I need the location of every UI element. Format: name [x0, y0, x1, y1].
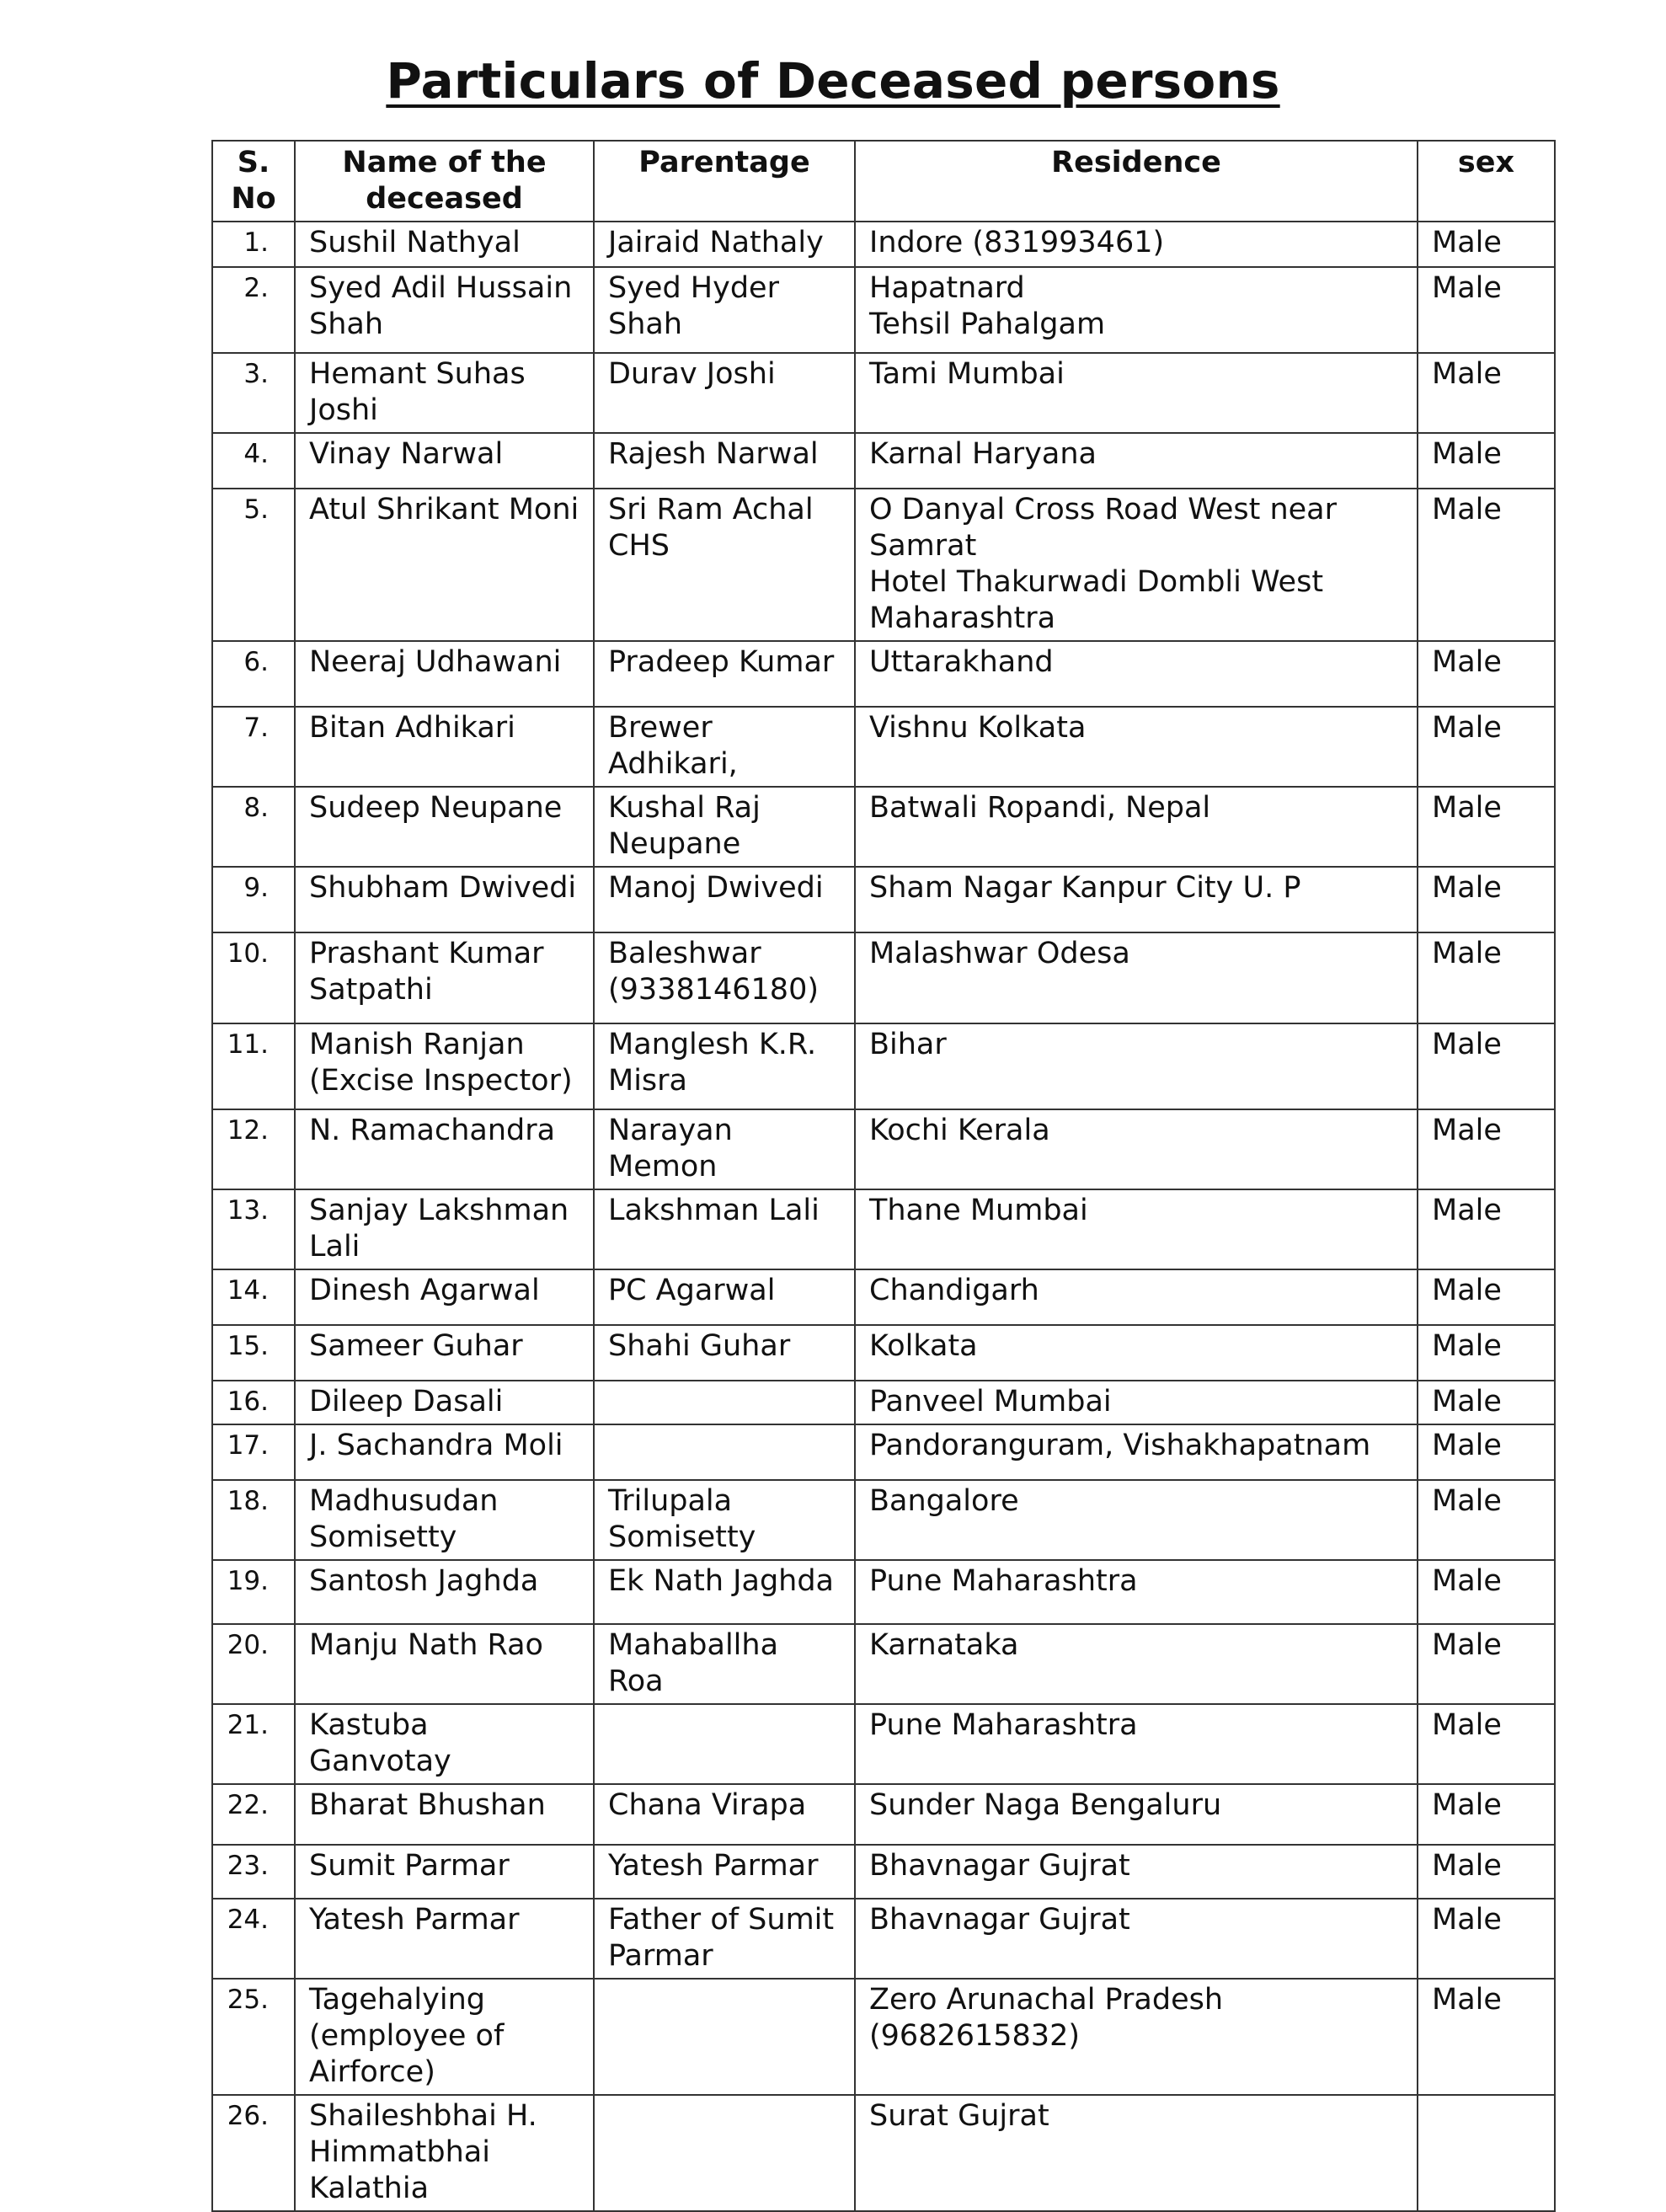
cell-sno: [212, 1899, 295, 1979]
name-text: Bharat Bhushan: [309, 1788, 546, 1822]
header-sex: sex: [1418, 141, 1555, 222]
residence-text: Sunder Naga Bengaluru: [869, 1788, 1222, 1822]
name-text: Neeraj Udhawani: [309, 645, 562, 679]
cell-sex: [1418, 1480, 1555, 1560]
name-text: Atul Shrikant Moni: [309, 493, 579, 526]
table-row: [212, 222, 1555, 267]
sex-text: Male: [1432, 1564, 1502, 1598]
cell-sno: [212, 267, 295, 353]
name-text: Shaileshbhai H. Himmatbhai Kalathia: [309, 2099, 537, 2205]
name-text: Sudeep Neupane: [309, 791, 563, 825]
cell-parentage: [594, 1979, 855, 2095]
cell-parentage: [594, 787, 855, 867]
table-row: [212, 1325, 1555, 1381]
parentage-text: Ek Nath Jaghda: [608, 1564, 835, 1598]
sex-text: Male: [1432, 711, 1502, 745]
table-row: [212, 1845, 1555, 1899]
cell-parentage: [594, 353, 855, 433]
table-row: [212, 1189, 1555, 1269]
cell-sno: [212, 1480, 295, 1560]
residence-text: Zero Arunachal Pradesh (9682615832): [869, 1983, 1224, 2053]
sno-text: 26.: [227, 2101, 269, 2131]
residence-text: Karnal Haryana: [869, 437, 1097, 471]
cell-residence: [855, 2095, 1418, 2211]
cell-name: [295, 1109, 594, 1189]
sno-text: 16.: [227, 1387, 269, 1417]
table-row: [212, 641, 1555, 707]
cell-name: [295, 1480, 594, 1560]
cell-name: [295, 867, 594, 932]
cell-residence: [855, 353, 1418, 433]
cell-sex: [1418, 1381, 1555, 1424]
cell-name: [295, 1784, 594, 1845]
header-name: Name of the deceased: [295, 141, 594, 222]
residence-text: Kochi Kerala: [869, 1114, 1050, 1147]
parentage-text: Mahaballha Roa: [608, 1628, 779, 1698]
sex-text: Male: [1432, 937, 1502, 970]
cell-name: [295, 1381, 594, 1424]
cell-sno: [212, 1189, 295, 1269]
name-text: J. Sachandra Moli: [309, 1429, 563, 1462]
cell-sex: [1418, 1624, 1555, 1704]
residence-text: O Danyal Cross Road West near Samrat Hotel Thakurwadi Dombli West Maharashtra: [869, 493, 1338, 635]
sex-text: Male: [1432, 1628, 1502, 1662]
table-row: [212, 1784, 1555, 1845]
cell-name: [295, 1424, 594, 1480]
cell-residence: [855, 1784, 1418, 1845]
cell-parentage: [594, 222, 855, 267]
sno-text: 12.: [227, 1115, 269, 1146]
header-sno: S. No: [212, 141, 295, 222]
table-row: [212, 1424, 1555, 1480]
cell-sno: [212, 867, 295, 932]
cell-sno: [212, 433, 295, 489]
deceased-table: [211, 140, 1556, 2212]
cell-name: [295, 433, 594, 489]
sno-text: 25.: [227, 1985, 269, 2015]
name-text: Shubham Dwivedi: [309, 871, 577, 905]
parentage-text: Father of Sumit Parmar: [608, 1903, 835, 1973]
table-row: [212, 1560, 1555, 1624]
cell-residence: [855, 1899, 1418, 1979]
cell-parentage: [594, 1424, 855, 1480]
sno-text: 2.: [243, 273, 269, 303]
parentage-text: Shahi Guhar: [608, 1329, 791, 1363]
sno-text: 5.: [243, 494, 269, 525]
cell-residence: [855, 787, 1418, 867]
cell-parentage: [594, 1845, 855, 1899]
sno-text: 8.: [243, 793, 269, 823]
cell-name: [295, 1845, 594, 1899]
residence-text: Indore (831993461): [869, 226, 1165, 259]
sno-text: 14.: [227, 1275, 269, 1306]
cell-sex: [1418, 433, 1555, 489]
name-text: Dinesh Agarwal: [309, 1274, 540, 1307]
parentage-text: Manoj Dwivedi: [608, 871, 824, 905]
sno-text: 11.: [227, 1029, 269, 1060]
sno-text: 23.: [227, 1851, 269, 1881]
parentage-text: Kushal Raj Neupane: [608, 791, 761, 861]
name-text: Kastuba Ganvotay: [309, 1708, 451, 1778]
cell-sex: [1418, 1023, 1555, 1109]
parentage-text: Sri Ram Achal CHS: [608, 493, 814, 563]
sno-text: 3.: [243, 359, 269, 389]
cell-sex: [1418, 267, 1555, 353]
cell-sex: [1418, 1269, 1555, 1325]
sex-text: Male: [1432, 1274, 1502, 1307]
parentage-text: Jairaid Nathaly: [608, 226, 824, 259]
name-text: Syed Adil Hussain Shah: [309, 271, 573, 341]
cell-parentage: [594, 433, 855, 489]
cell-residence: [855, 222, 1418, 267]
sex-text: Male: [1432, 1484, 1502, 1518]
name-text: Hemant Suhas Joshi: [309, 357, 526, 427]
residence-text: Malashwar Odesa: [869, 937, 1130, 970]
cell-residence: [855, 1845, 1418, 1899]
cell-residence: [855, 1979, 1418, 2095]
parentage-text: PC Agarwal: [608, 1274, 776, 1307]
cell-sno: [212, 707, 295, 787]
cell-sex: [1418, 707, 1555, 787]
cell-residence: [855, 932, 1418, 1023]
cell-sex: [1418, 1979, 1555, 2095]
cell-residence: [855, 1704, 1418, 1784]
cell-sex: [1418, 1424, 1555, 1480]
residence-text: Vishnu Kolkata: [869, 711, 1087, 745]
residence-text: Tami Mumbai: [869, 357, 1065, 391]
name-text: Vinay Narwal: [309, 437, 504, 471]
residence-text: Surat Gujrat: [869, 2099, 1049, 2133]
sex-text: Male: [1432, 1849, 1502, 1883]
table-row: [212, 1704, 1555, 1784]
cell-residence: [855, 1269, 1418, 1325]
cell-sex: [1418, 1784, 1555, 1845]
sex-text: Male: [1432, 1194, 1502, 1227]
name-text: Bitan Adhikari: [309, 711, 515, 745]
table-row: [212, 1023, 1555, 1109]
sno-text: 24.: [227, 1905, 269, 1935]
residence-text: Pandoranguram, Vishakhapatnam: [869, 1429, 1371, 1462]
residence-text: Bangalore: [869, 1484, 1019, 1518]
cell-sno: [212, 641, 295, 707]
cell-parentage: [594, 267, 855, 353]
sex-text: Male: [1432, 493, 1502, 526]
cell-parentage: [594, 489, 855, 641]
cell-residence: [855, 1560, 1418, 1624]
name-text: Madhusudan Somisetty: [309, 1484, 499, 1554]
residence-text: Sham Nagar Kanpur City U. P: [869, 871, 1301, 905]
cell-residence: [855, 1189, 1418, 1269]
residence-text: Batwali Ropandi, Nepal: [869, 791, 1211, 825]
table-row: [212, 1381, 1555, 1424]
parentage-text: Brewer Adhikari,: [608, 711, 738, 781]
cell-sno: [212, 1381, 295, 1424]
name-text: Sumit Parmar: [309, 1849, 510, 1883]
cell-residence: [855, 1424, 1418, 1480]
sno-text: 20.: [227, 1630, 269, 1660]
parentage-text: Trilupala Somisetty: [608, 1484, 756, 1554]
cell-name: [295, 267, 594, 353]
parentage-text: Yatesh Parmar: [608, 1849, 819, 1883]
cell-sex: [1418, 1325, 1555, 1381]
name-text: Sushil Nathyal: [309, 226, 521, 259]
cell-sno: [212, 1845, 295, 1899]
cell-sno: [212, 1979, 295, 2095]
sex-text: Male: [1432, 791, 1502, 825]
cell-name: [295, 932, 594, 1023]
cell-sno: [212, 787, 295, 867]
name-text: Sanjay Lakshman Lali: [309, 1194, 569, 1264]
cell-parentage: [594, 932, 855, 1023]
cell-parentage: [594, 707, 855, 787]
sex-text: Male: [1432, 1903, 1502, 1937]
sno-text: 15.: [227, 1331, 269, 1361]
header-residence: Residence: [855, 141, 1418, 222]
cell-sno: [212, 222, 295, 267]
header-parentage: Parentage: [594, 141, 855, 222]
cell-sno: [212, 1109, 295, 1189]
cell-sex: [1418, 867, 1555, 932]
cell-sex: [1418, 932, 1555, 1023]
cell-name: [295, 1560, 594, 1624]
cell-residence: [855, 433, 1418, 489]
name-text: Yatesh Parmar: [309, 1903, 520, 1937]
cell-sno: [212, 2095, 295, 2211]
cell-sno: [212, 1624, 295, 1704]
sex-text: Male: [1432, 226, 1502, 259]
cell-parentage: [594, 1381, 855, 1424]
cell-sex: [1418, 489, 1555, 641]
sno-text: 4.: [243, 439, 269, 469]
sex-text: Male: [1432, 1114, 1502, 1147]
cell-parentage: [594, 641, 855, 707]
parentage-text: Chana Virapa: [608, 1788, 807, 1822]
parentage-text: Syed Hyder Shah: [608, 271, 779, 341]
parentage-text: Narayan Memon: [608, 1114, 733, 1183]
name-text: Santosh Jaghda: [309, 1564, 539, 1598]
sno-text: 10.: [227, 938, 269, 969]
residence-text: Pune Maharashtra: [869, 1564, 1138, 1598]
residence-text: Chandigarh: [869, 1274, 1039, 1307]
cell-sno: [212, 489, 295, 641]
table-row: [212, 267, 1555, 353]
sno-text: 21.: [227, 1710, 269, 1740]
cell-parentage: [594, 1704, 855, 1784]
cell-parentage: [594, 1269, 855, 1325]
cell-sno: [212, 353, 295, 433]
cell-parentage: [594, 1023, 855, 1109]
sex-text: Male: [1432, 1385, 1502, 1419]
residence-text: Thane Mumbai: [869, 1194, 1088, 1227]
cell-sno: [212, 1023, 295, 1109]
residence-text: Karnataka: [869, 1628, 1019, 1662]
table-header-row: [212, 141, 1555, 222]
parentage-text: Durav Joshi: [608, 357, 776, 391]
cell-sno: [212, 1704, 295, 1784]
cell-name: [295, 1899, 594, 1979]
cell-sno: [212, 932, 295, 1023]
name-text: Dileep Dasali: [309, 1385, 504, 1419]
name-text: Manju Nath Rao: [309, 1628, 543, 1662]
sno-text: 19.: [227, 1566, 269, 1596]
residence-text: Pune Maharashtra: [869, 1708, 1138, 1742]
cell-name: [295, 641, 594, 707]
cell-sno: [212, 1269, 295, 1325]
cell-sno: [212, 1325, 295, 1381]
cell-parentage: [594, 2095, 855, 2211]
cell-residence: [855, 1109, 1418, 1189]
cell-sno: [212, 1424, 295, 1480]
cell-sex: [1418, 787, 1555, 867]
cell-sex: [1418, 353, 1555, 433]
cell-sno: [212, 1560, 295, 1624]
sex-text: Male: [1432, 645, 1502, 679]
cell-sex: [1418, 222, 1555, 267]
cell-parentage: [594, 1560, 855, 1624]
cell-residence: [855, 1023, 1418, 1109]
cell-sex: [1418, 1899, 1555, 1979]
name-text: Prashant Kumar Satpathi: [309, 937, 544, 1007]
cell-parentage: [594, 1189, 855, 1269]
residence-text: Kolkata: [869, 1329, 978, 1363]
cell-residence: [855, 1381, 1418, 1424]
sex-text: Male: [1432, 271, 1502, 305]
cell-name: [295, 707, 594, 787]
residence-text: Bihar: [869, 1028, 947, 1061]
cell-residence: [855, 641, 1418, 707]
sex-text: Male: [1432, 1983, 1502, 2017]
residence-text: Panveel Mumbai: [869, 1385, 1112, 1419]
name-text: Manish Ranjan (Excise Inspector): [309, 1028, 573, 1098]
table-row: [212, 1109, 1555, 1189]
sno-text: 6.: [243, 647, 269, 677]
residence-text: Bhavnagar Gujrat: [869, 1849, 1130, 1883]
sex-text: Male: [1432, 871, 1502, 905]
table-row: [212, 1480, 1555, 1560]
table-row: [212, 1624, 1555, 1704]
sex-text: Male: [1432, 1028, 1502, 1061]
cell-name: [295, 2095, 594, 2211]
sno-text: 1.: [243, 227, 269, 258]
sex-text: Male: [1432, 357, 1502, 391]
table-row: [212, 867, 1555, 932]
name-text: N. Ramachandra: [309, 1114, 556, 1147]
sno-text: 7.: [243, 713, 269, 743]
sno-text: 9.: [243, 873, 269, 903]
parentage-text: Rajesh Narwal: [608, 437, 819, 471]
cell-sex: [1418, 1189, 1555, 1269]
cell-name: [295, 1189, 594, 1269]
cell-sex: [1418, 1845, 1555, 1899]
table-row: [212, 433, 1555, 489]
cell-sex: [1418, 1109, 1555, 1189]
cell-name: [295, 1023, 594, 1109]
cell-name: [295, 1624, 594, 1704]
parentage-text: Manglesh K.R. Misra: [608, 1028, 817, 1098]
cell-sex: [1418, 1704, 1555, 1784]
cell-residence: [855, 867, 1418, 932]
cell-parentage: [594, 1480, 855, 1560]
cell-name: [295, 1704, 594, 1784]
cell-name: [295, 1979, 594, 2095]
cell-sno: [212, 1784, 295, 1845]
table-row: [212, 1269, 1555, 1325]
sex-text: Male: [1432, 1708, 1502, 1742]
cell-name: [295, 489, 594, 641]
table-row: [212, 489, 1555, 641]
table-row: [212, 932, 1555, 1023]
sno-text: 13.: [227, 1195, 269, 1226]
parentage-text: Pradeep Kumar: [608, 645, 835, 679]
sex-text: Male: [1432, 1788, 1502, 1822]
table-row: [212, 353, 1555, 433]
name-text: Sameer Guhar: [309, 1329, 523, 1363]
cell-residence: [855, 1480, 1418, 1560]
table-row: [212, 1899, 1555, 1979]
parentage-text: Lakshman Lali: [608, 1194, 820, 1227]
cell-name: [295, 222, 594, 267]
sno-text: 17.: [227, 1430, 269, 1461]
residence-text: Uttarakhand: [869, 645, 1054, 679]
cell-name: [295, 353, 594, 433]
cell-name: [295, 1269, 594, 1325]
cell-parentage: [594, 1624, 855, 1704]
sex-text: Male: [1432, 437, 1502, 471]
cell-residence: [855, 267, 1418, 353]
cell-parentage: [594, 1325, 855, 1381]
sex-text: Male: [1432, 1429, 1502, 1462]
cell-sex: [1418, 641, 1555, 707]
cell-residence: [855, 1325, 1418, 1381]
cell-residence: [855, 1624, 1418, 1704]
sno-text: 18.: [227, 1486, 269, 1516]
cell-name: [295, 1325, 594, 1381]
table-row: [212, 787, 1555, 867]
residence-text: Bhavnagar Gujrat: [869, 1903, 1130, 1937]
cell-sex: [1418, 1560, 1555, 1624]
cell-residence: [855, 489, 1418, 641]
sno-text: 22.: [227, 1790, 269, 1820]
cell-parentage: [594, 1784, 855, 1845]
name-text: Tagehalying (employee of Airforce): [309, 1983, 505, 2089]
cell-parentage: [594, 1109, 855, 1189]
sex-text: Male: [1432, 1329, 1502, 1363]
cell-sex: [1418, 2095, 1555, 2211]
cell-parentage: [594, 1899, 855, 1979]
cell-residence: [855, 707, 1418, 787]
cell-name: [295, 787, 594, 867]
table-row: [212, 1979, 1555, 2095]
table-row: [212, 707, 1555, 787]
page-title: Particulars of Deceased persons: [386, 52, 1280, 110]
parentage-text: Baleshwar (9338146180): [608, 937, 819, 1007]
residence-text: Hapatnard Tehsil Pahalgam: [869, 271, 1106, 341]
table-row: [212, 2095, 1555, 2211]
cell-parentage: [594, 867, 855, 932]
